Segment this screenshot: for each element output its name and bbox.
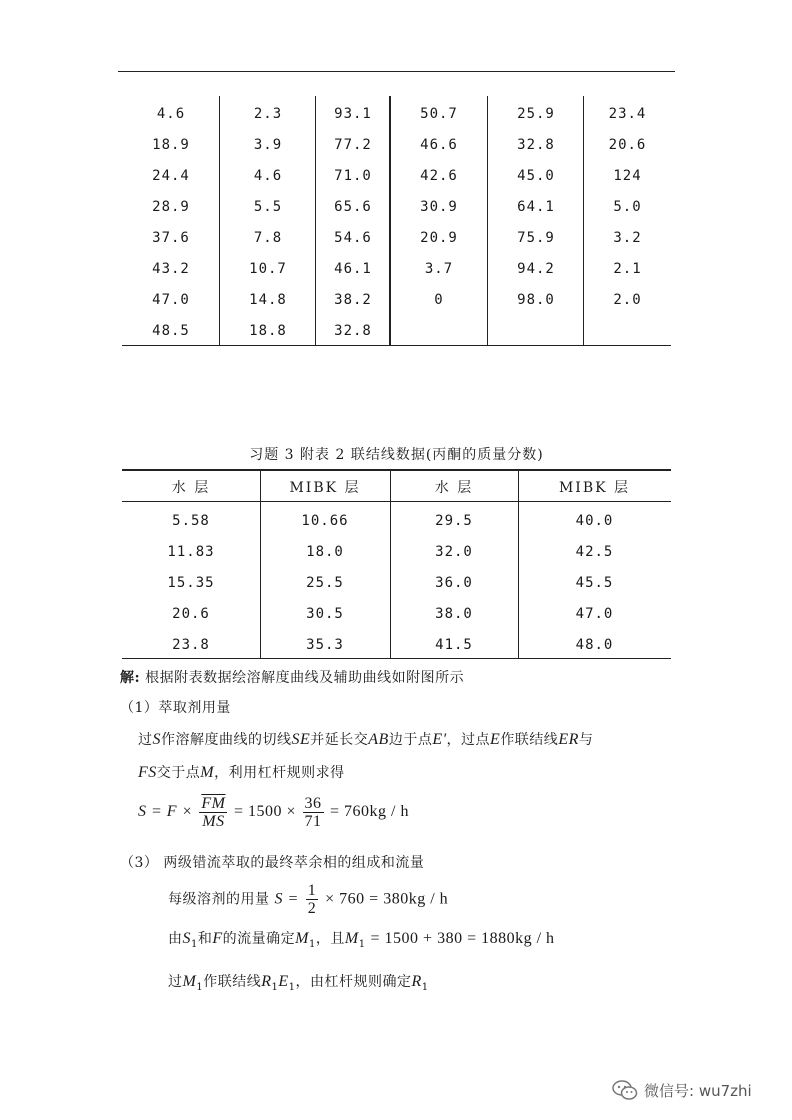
table-cell: 93.1 <box>334 106 372 122</box>
table-cell: 64.1 <box>517 199 555 215</box>
column-divider <box>518 469 519 659</box>
column-divider <box>389 96 391 346</box>
table-cell: 48.5 <box>152 323 190 339</box>
table-cell: 3.2 <box>613 230 642 246</box>
table-cell: 3.7 <box>424 261 454 277</box>
table-cell: 124 <box>613 168 642 184</box>
table-column-4 <box>390 96 488 346</box>
table-cell: 5.5 <box>253 199 283 215</box>
table-cell: 10.7 <box>249 261 287 277</box>
table-cell: 29.5 <box>435 513 473 529</box>
table-column-1 <box>122 96 220 346</box>
table-cell: 30.9 <box>420 199 458 215</box>
table-cell: 7.8 <box>253 230 283 246</box>
table-cell: 11.83 <box>167 544 215 560</box>
table-cell: 18.8 <box>249 323 287 339</box>
table-cell: 15.35 <box>167 575 215 591</box>
top-rule <box>118 71 675 72</box>
table-cell: 47.0 <box>575 606 614 622</box>
table-cell: 25.9 <box>517 106 555 122</box>
table-cell: 5.58 <box>172 513 210 529</box>
table-cell: 38.0 <box>435 606 473 622</box>
table-cell: 18.0 <box>306 544 344 560</box>
watermark <box>612 1076 752 1104</box>
table-cell: 46.6 <box>420 137 458 153</box>
table-cell: 10.66 <box>301 513 349 529</box>
part1-line2: FS交于点M，利用杠杆规则求得 <box>138 764 345 781</box>
watermark-text: 微信号: wu7zhi <box>644 1081 752 1100</box>
table-cell: 0 <box>434 292 444 308</box>
table-cell: 2.1 <box>613 261 642 277</box>
table-cell: 54.6 <box>334 230 372 246</box>
table-cell: 71.0 <box>334 168 372 184</box>
table-cell: 32.8 <box>517 137 555 153</box>
header-water-layer: 水 层 <box>171 480 211 496</box>
table-column-3 <box>316 96 390 346</box>
table-cell: 46.1 <box>334 261 372 277</box>
column-divider <box>583 96 584 346</box>
part3-line3: 过$M_1$作联结线$R_1E_1$，由杠杆规则确定$R_1$ <box>168 973 429 993</box>
table-column-2 <box>220 96 316 346</box>
solution-intro-text: 根据附表数据绘溶解度曲线及辅助曲线如附图所示 <box>145 670 465 686</box>
table-cell: 40.0 <box>575 513 614 529</box>
table-cell: 35.3 <box>306 637 344 653</box>
table-cell: 47.0 <box>152 292 190 308</box>
table-cell: 98.0 <box>517 292 555 308</box>
table-cell: 38.2 <box>334 292 372 308</box>
table-cell: 20.6 <box>608 137 647 153</box>
wechat-icon <box>612 1079 638 1101</box>
header-mibk-layer: MIBK 层 <box>289 480 361 496</box>
part3-line2: 由$S_1$和F的流量确定$M_1$，且$M_1 = 1500 + 380 = 1880kg / h$ <box>168 930 555 950</box>
table-cell: 77.2 <box>334 137 372 153</box>
tie-line-table <box>122 469 671 659</box>
table-cell: 24.4 <box>152 168 190 184</box>
column-divider <box>260 469 261 659</box>
part1-line1: 过S作溶解度曲线的切线SE并延长交AB边于点E'，过点E作联结线ER与 <box>138 731 594 748</box>
table-cell: 4.6 <box>156 106 186 122</box>
column-divider <box>487 96 488 346</box>
solution-label: 解: <box>120 670 141 686</box>
equation-lever-rule: S = F × $\frac{\overline{FM}}{MS}$ = 1500 × $\frac{36}{71}$ = 760kg / h <box>138 795 409 830</box>
table-cell: 2.0 <box>613 292 642 308</box>
table-bottom-rule <box>122 658 671 659</box>
table-cell: 14.8 <box>249 292 287 308</box>
table-cell: 20.9 <box>420 230 458 246</box>
table-cell: 23.4 <box>608 106 647 122</box>
column-divider <box>315 96 316 346</box>
table-cell: 50.7 <box>420 106 458 122</box>
table-cell: 32.0 <box>435 544 473 560</box>
table-cell: 45.5 <box>575 575 614 591</box>
header-rule <box>122 501 671 502</box>
table-cell: 94.2 <box>517 261 555 277</box>
column-divider <box>219 96 220 346</box>
table2-caption: 习题 3 附表 2 联结线数据(丙酮的质量分数) <box>249 447 544 463</box>
table-top-rule <box>122 469 671 471</box>
table-cell: 42.6 <box>420 168 458 184</box>
part3-title: （3） 两级错流萃取的最终萃余相的组成和流量 <box>120 855 425 871</box>
table-cell: 2.3 <box>253 106 283 122</box>
header-water-layer: 水 层 <box>434 480 474 496</box>
part3-line1: 每级溶剂的用量 S = $\frac{1}{2}$ × 760 = 380kg / h <box>168 882 449 917</box>
table-cell: 4.6 <box>253 168 283 184</box>
table-cell: 43.2 <box>152 261 190 277</box>
table-cell: 5.0 <box>613 199 642 215</box>
table-bottom-rule <box>122 345 671 346</box>
table-cell: 30.5 <box>306 606 344 622</box>
table-column-6 <box>584 96 671 346</box>
solution-intro <box>120 667 464 687</box>
table-cell: 48.0 <box>575 637 614 653</box>
table-cell: 45.0 <box>517 168 555 184</box>
header-mibk-layer: MIBK 层 <box>558 480 631 496</box>
table-column-5 <box>488 96 584 346</box>
table-cell: 20.6 <box>172 606 210 622</box>
table-cell: 75.9 <box>517 230 555 246</box>
table-cell: 65.6 <box>334 199 372 215</box>
table-cell: 36.0 <box>435 575 473 591</box>
table-cell: 25.5 <box>306 575 344 591</box>
table-cell: 32.8 <box>334 323 372 339</box>
part1-title: （1）萃取剂用量 <box>120 700 231 716</box>
table-cell: 41.5 <box>435 637 473 653</box>
table-cell: 23.8 <box>172 637 210 653</box>
table-cell: 37.6 <box>152 230 190 246</box>
table-cell: 42.5 <box>575 544 614 560</box>
table-cell: 28.9 <box>152 199 190 215</box>
column-divider <box>390 469 391 659</box>
table-cell: 18.9 <box>152 137 190 153</box>
solubility-table <box>122 96 671 346</box>
table-cell: 3.9 <box>253 137 283 153</box>
